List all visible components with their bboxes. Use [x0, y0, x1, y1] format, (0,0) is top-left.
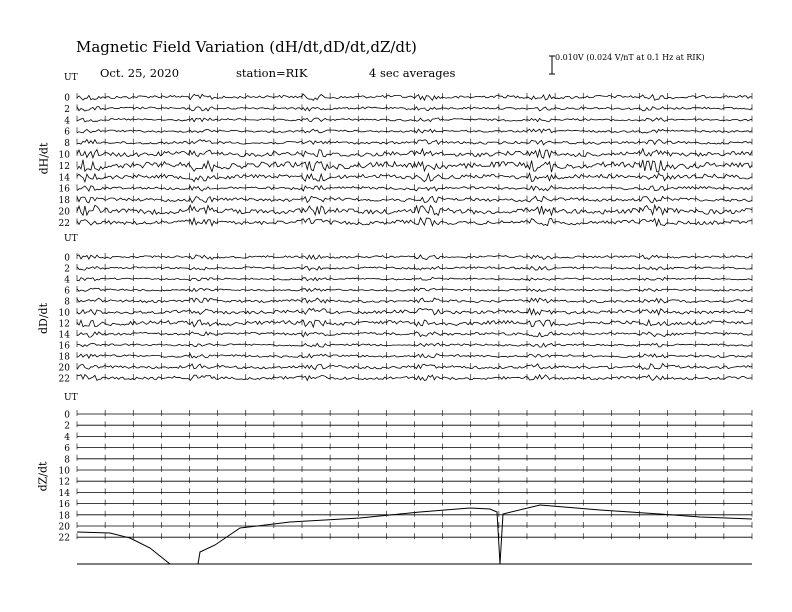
row-label: 14	[58, 173, 70, 184]
row-label: 8	[64, 297, 70, 308]
row-label: 16	[58, 184, 70, 195]
row-label: 20	[58, 207, 70, 218]
panel-label-dh: dH/dt	[37, 142, 51, 175]
ut-label-panel-2: UT	[64, 234, 78, 244]
row-label: 0	[64, 93, 70, 104]
row-label: 10	[58, 150, 70, 161]
row-label: 8	[64, 455, 70, 466]
row-label: 16	[58, 500, 70, 511]
row-label: 18	[58, 352, 70, 363]
row-label: 12	[58, 319, 70, 330]
ut-label-panel-3: UT	[64, 393, 78, 403]
row-label: 0	[64, 410, 70, 421]
row-label: 22	[58, 374, 70, 385]
row-label: 14	[58, 488, 70, 499]
row-label: 4	[64, 275, 70, 286]
row-label: 2	[64, 264, 70, 275]
row-label: 20	[58, 522, 70, 533]
date-label: Oct. 25, 2020	[100, 66, 180, 80]
row-label: 12	[58, 477, 70, 488]
row-label: 12	[58, 161, 70, 172]
row-label: 22	[58, 218, 70, 229]
panel-label-dd: dD/dt	[37, 302, 51, 335]
row-label: 14	[58, 330, 70, 341]
row-label: 2	[64, 421, 70, 432]
station-label: station=RIK	[236, 66, 308, 80]
panel-label-dz: dZ/dt	[36, 461, 50, 492]
row-label: 18	[58, 511, 70, 522]
row-label: 10	[58, 308, 70, 319]
row-label: 6	[64, 286, 70, 297]
row-label: 18	[58, 196, 70, 207]
row-label: 16	[58, 341, 70, 352]
row-label: 10	[58, 466, 70, 477]
row-label: 8	[64, 139, 70, 150]
row-label: 4	[64, 432, 70, 443]
scale-bar-label	[545, 53, 705, 62]
chart-title: Magnetic Field Variation (dH/dt,dD/dt,dZ/dt)	[76, 38, 417, 56]
averaging-label: 4 sec averages	[369, 66, 456, 80]
ut-label-panel-1: UT	[64, 73, 78, 83]
row-label: 6	[64, 127, 70, 138]
row-label: 22	[58, 533, 70, 544]
row-label: 6	[64, 444, 70, 455]
row-label: 2	[64, 104, 70, 115]
row-label: 0	[64, 253, 70, 264]
scale-bar-text: 0.010V (0.024 V/nT at 0.1 Hz at RIK)	[555, 53, 705, 62]
row-label: 4	[64, 116, 70, 127]
row-label: 20	[58, 363, 70, 374]
